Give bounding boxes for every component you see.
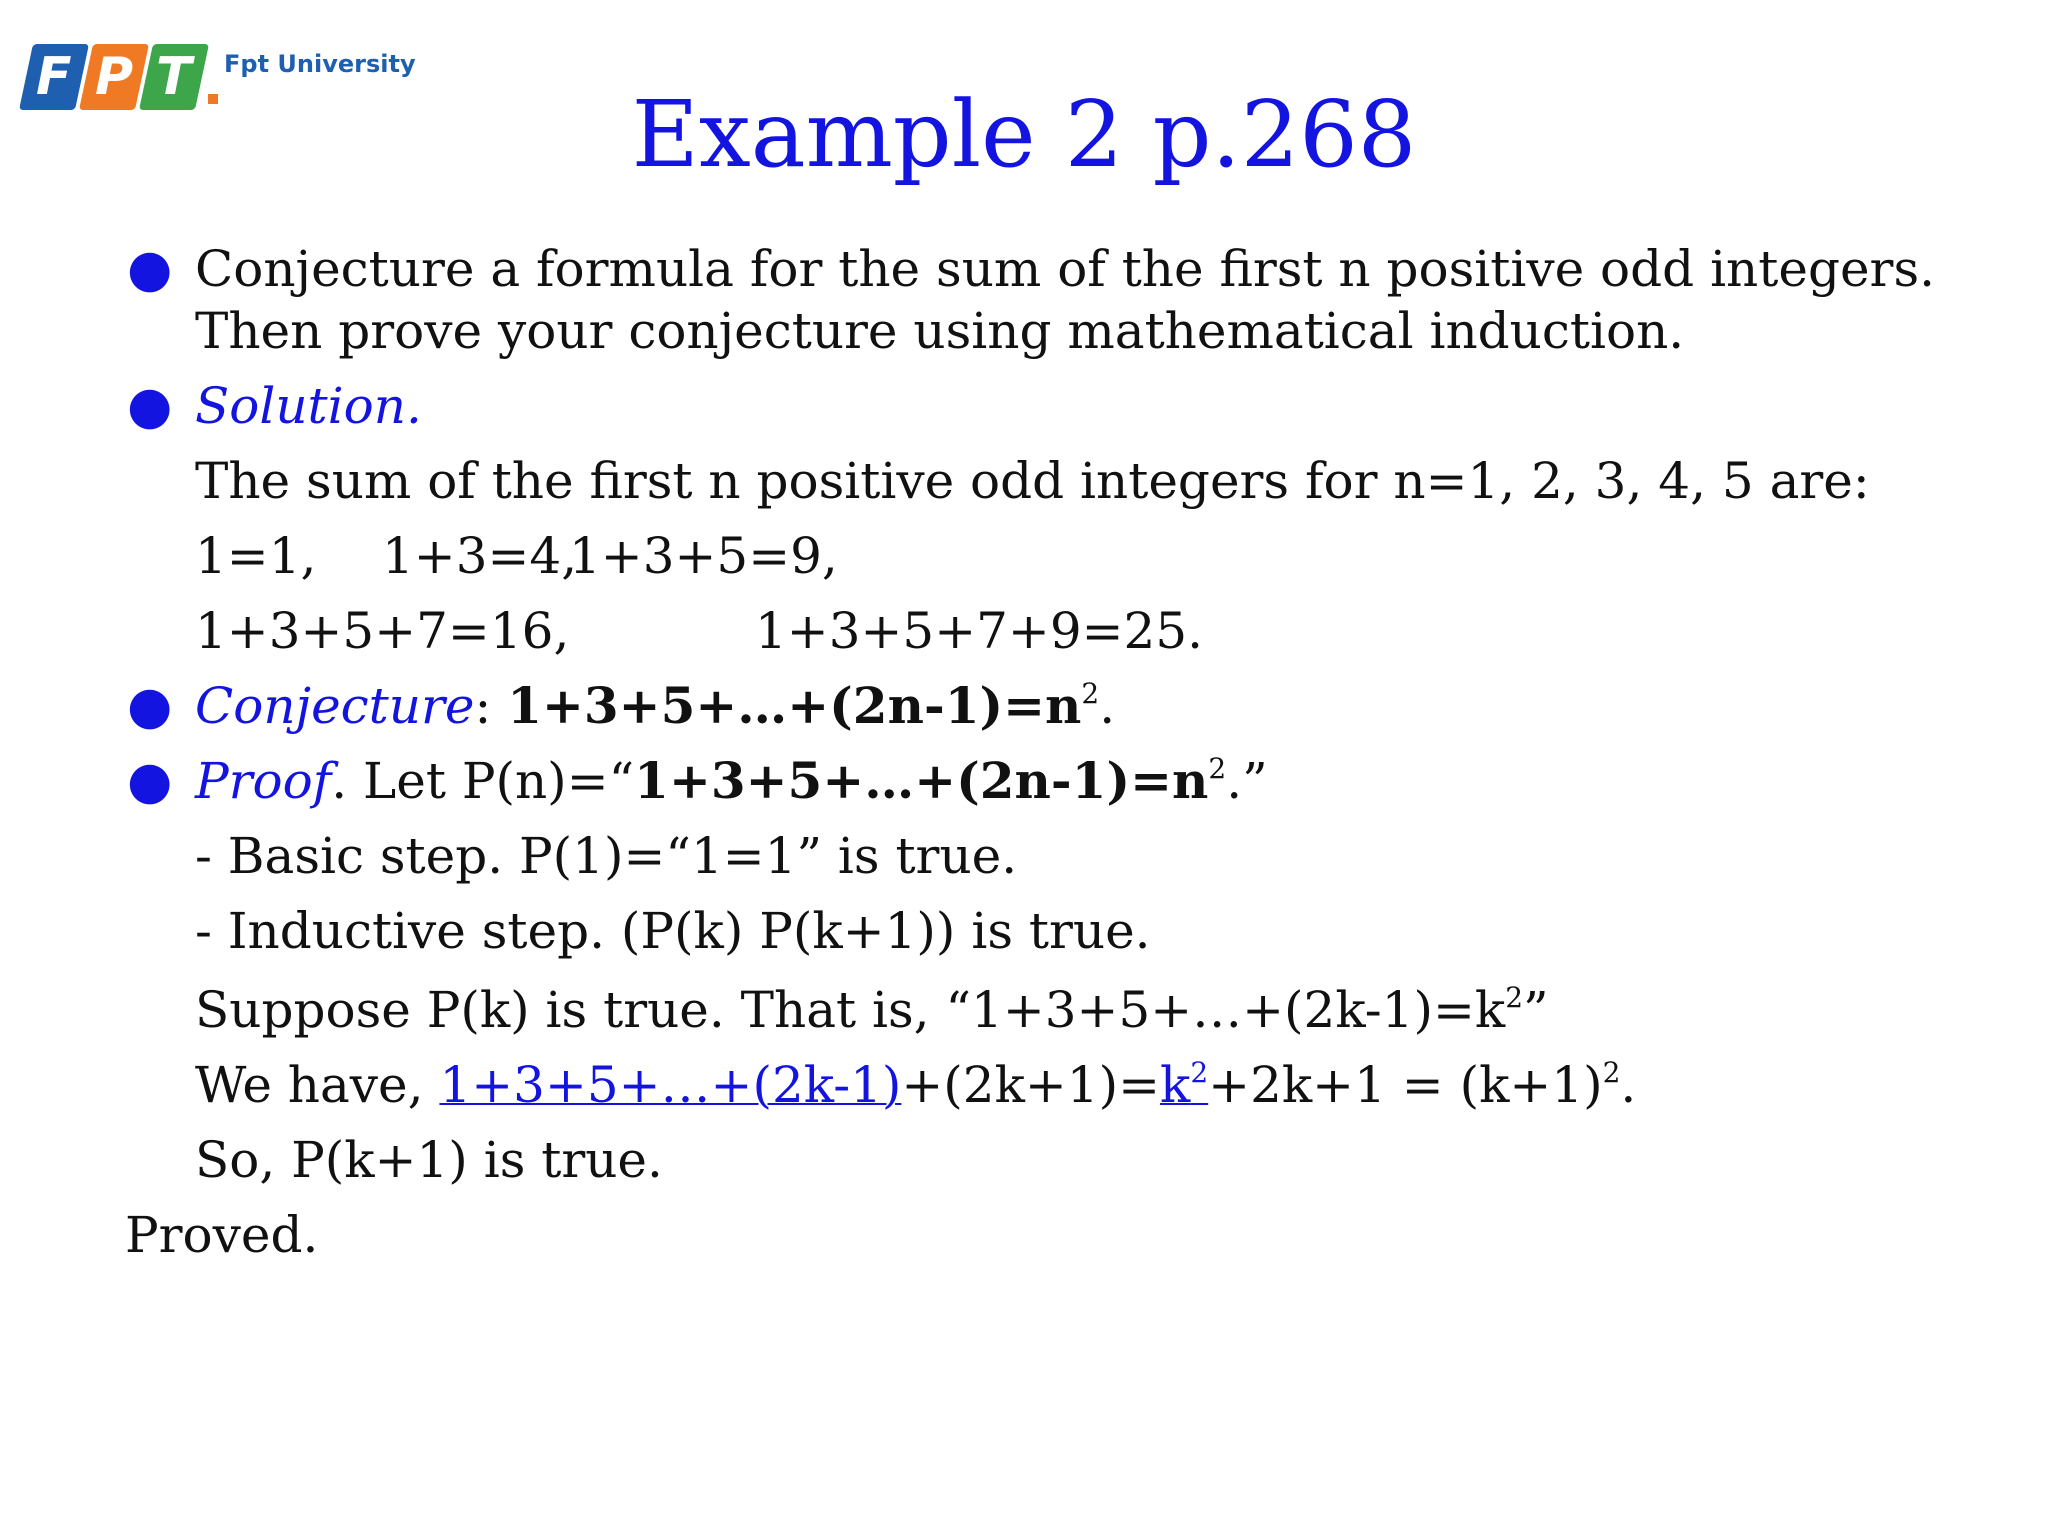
inductive-step xyxy=(125,900,2005,966)
we-have-exponent: 2 xyxy=(1602,1056,1621,1089)
bullet-dot-icon: ● xyxy=(127,751,173,811)
basic-step: - Basic step. P(1)=“1=1” is true. xyxy=(195,827,1018,885)
proof-exponent: 2 xyxy=(1208,752,1227,785)
we-have-prefix: We have, xyxy=(195,1056,440,1114)
logo-tile-t: T xyxy=(139,44,209,110)
so-line: So, P(k+1) is true. xyxy=(195,1131,663,1189)
slide-title: Example 2 p.268 xyxy=(631,81,1417,188)
sums-row-2 xyxy=(125,600,2005,662)
sum-n5: 1+3+5+7+9=25. xyxy=(755,602,1204,660)
conjecture-exponent: 2 xyxy=(1081,677,1100,710)
bullet-problem xyxy=(125,238,2005,362)
we-have-rest: +2k+1 = (k+1) xyxy=(1208,1056,1603,1114)
sum-n4: 1+3+5+7=16, xyxy=(195,602,570,660)
proof-let: . Let P(n)=“ xyxy=(331,752,635,810)
sum-n2: 1+3=4, xyxy=(382,527,578,585)
hypothesis-link[interactable]: 1+3+5+…+(2k-1) xyxy=(439,1056,902,1114)
slide-content xyxy=(125,238,2005,1266)
logo-tile-p: P xyxy=(79,44,149,110)
logo-tile-f: F xyxy=(19,44,89,110)
we-have-middle: +(2k+1)= xyxy=(901,1056,1161,1114)
bullet-dot-icon: ● xyxy=(127,239,173,299)
inductive-step-text-b: P(k+1)) is true. xyxy=(759,902,1151,960)
suppose-text: Suppose P(k) is true. That is, “1+3+5+…+(2k-1)=k xyxy=(195,981,1506,1039)
logo-text: Fpt University xyxy=(224,50,416,78)
we-have-end: . xyxy=(1620,1056,1637,1114)
sums-row-1 xyxy=(125,525,2005,587)
problem-text: Conjecture a formula for the sum of the first n positive odd integers. Then prove your conjecture using mathematical induction. xyxy=(195,240,1935,360)
bullet-dot-icon: ● xyxy=(127,376,173,436)
suppose-end: ” xyxy=(1523,981,1549,1039)
conjecture-colon: : xyxy=(474,677,508,735)
proof-label: Proof xyxy=(195,752,332,810)
conjecture-end: . xyxy=(1099,677,1116,735)
k-squared-link[interactable]: $k^2$ xyxy=(1160,1056,1209,1114)
solution-label: Solution. xyxy=(195,377,422,435)
proof-formula: 1+3+5+…+(2n-1)=n xyxy=(634,751,1209,810)
sum-n1: 1=1, xyxy=(195,527,317,585)
sum-n3: 1+3+5=9, xyxy=(569,527,838,585)
sums-intro: The sum of the first n positive odd integers for n=1, 2, 3, 4, 5 are: xyxy=(195,452,1870,510)
bullet-solution xyxy=(125,375,2005,437)
we-have-line xyxy=(125,1054,2005,1116)
bullet-proof xyxy=(125,750,2005,812)
conjecture-formula: 1+3+5+…+(2n-1)=n xyxy=(507,676,1082,735)
suppose-line xyxy=(125,979,2005,1041)
conjecture-label: Conjecture xyxy=(195,677,475,735)
bullet-dot-icon: ● xyxy=(127,676,173,736)
proof-end: .” xyxy=(1226,752,1268,810)
inductive-step-text-a: - Inductive step. (P(k) xyxy=(195,902,760,960)
suppose-exponent: 2 xyxy=(1505,981,1524,1014)
bullet-conjecture xyxy=(125,675,2005,737)
proved-line: Proved. xyxy=(125,1206,319,1264)
